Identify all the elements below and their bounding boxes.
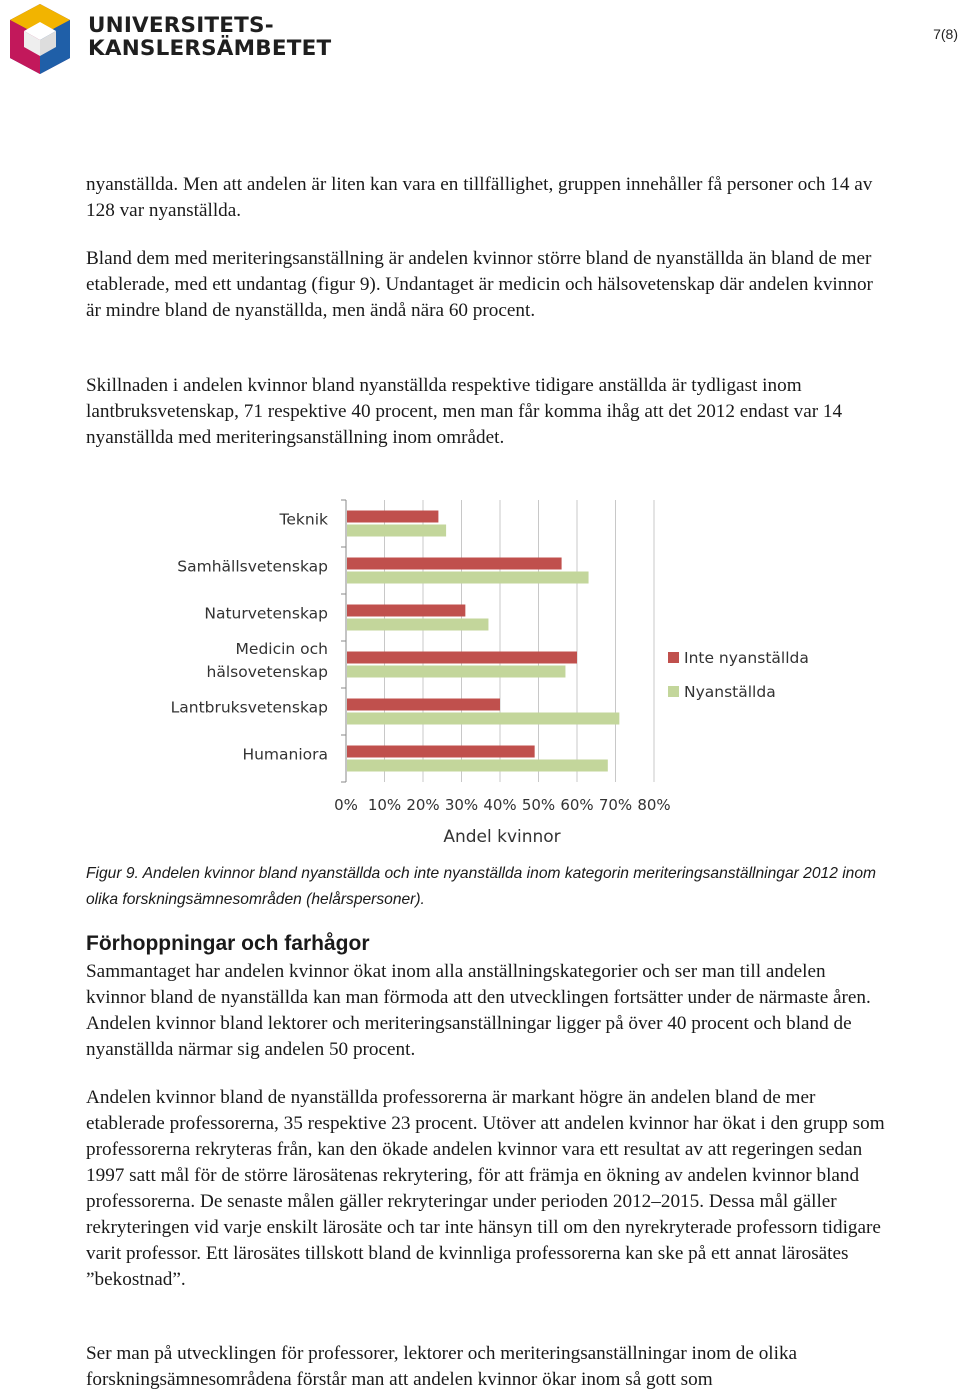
bar [347,619,488,631]
paragraph-1: nyanställda. Men att andelen är liten kan vara en tillfällighet, gruppen innehåller få personer och 14 av 128 var nyanställda. [86,174,873,221]
bar [347,511,438,523]
paragraph-6: Ser man på utvecklingen för professorer, lektorer och meriteringsanställningar inom de olika forskningsämnesområdena förstår man att andelen kvinnor ökar inom så gott som [86,1343,798,1390]
paragraph-3: Skillnaden i andelen kvinnor bland nyanställda respektive tidigare anställda är tydligast inom lantbruksvetenskap, 71 respektive 40 procent, men man får komma ihåg att det 2012 endast var 14 nyanställda med meriteringsanställning inom området. [86,375,843,448]
legend-swatch [668,652,679,663]
y-category-label: Teknik [279,510,328,529]
x-tick-label: 0% [334,796,358,814]
page-header [0,0,960,90]
uka-logo-icon [6,2,74,76]
bar [347,525,446,537]
figure-caption-text: Andelen kvinnor bland nyanställda och inte nyanställda inom kategorin meriteringsanställningar 2012 inom olika forskningsämnesområden (helårspersoner). [86,865,876,908]
x-tick-label: 80% [637,796,671,814]
legend-label: Nyanställda [684,683,776,701]
y-category-label: Naturvetenskap [204,604,328,623]
logo-line-2: KANSLERSÄMBETET [88,36,332,61]
x-tick-label: 50% [521,796,556,814]
bar [347,746,535,758]
bar [347,713,619,725]
figure-9-chart [160,492,840,854]
figure-caption-label: Figur 9. [86,865,139,882]
x-tick-label: 70% [598,796,633,814]
legend-label: Inte nyanställda [684,649,809,667]
y-category-label: Samhällsvetenskap [177,557,328,576]
page-number: 7(8) [933,26,958,42]
y-category-label: hälsovetenskap [206,663,328,681]
x-tick-label: 60% [560,796,594,814]
bar [347,666,565,678]
logo-wordmark [88,14,331,60]
paragraph-2: Bland dem med meriteringsanställning är andelen kvinnor större bland de nyanställda än bland de mer etablerade, med ett undantag (figur 9). Undantaget är medicin och hälsovetenskap där andelen kvinnor är mindre bland de nyanställda, men ändå nära 60 procent. [86,248,873,321]
x-tick-label: 10% [367,796,402,814]
figure-caption [86,861,906,913]
bar [347,652,577,664]
x-tick-label: 20% [406,796,440,814]
section-heading: Förhoppningar och farhågor [86,932,370,955]
y-category-label: Lantbruksvetenskap [170,698,328,717]
x-tick-label: 40% [483,796,517,814]
x-axis-label: Andel kvinnor [443,827,561,847]
x-tick-label: 30% [444,796,479,814]
bar [347,558,562,570]
bar [347,572,589,584]
bar [347,760,608,772]
legend-swatch [668,686,679,697]
y-category-label: Medicin och [235,640,328,658]
logo-line-1: UNIVERSITETS- [88,13,274,38]
y-category-label: Humaniora [242,745,328,764]
bar [347,699,500,711]
bar [347,605,465,617]
paragraph-5: Andelen kvinnor bland de nyanställda professorerna är markant högre än andelen bland de mer etablerade professorerna, 35 respektive 23 procent. Utöver att andelen kvinnor har ökat i den grupp som professorerna rekryteras från, kan den ökade andelen kvinnor vara ett resultat av att regeringen sedan 1997 satt mål för de större lärosätenas rekrytering, för att främja en ökning av andelen kvinnor bland professorerna. De senaste målen gäller rekryteringar under perioden 2012–2015. Dessa mål gäller rekryteringen vid varje enskilt lärosäte och tar inte hänsyn till om den nyrekryterade professorn tidigare varit professor. Ett lärosätes tillskott bland de kvinnliga professorerna kan ske på ett annat lärosätes ”bekostnad”. [86,1087,885,1290]
paragraph-4: Sammantaget har andelen kvinnor ökat inom alla anställningskategorier och ser man till andelen kvinnor bland de nyanställda kan man förmoda att den utvecklingen fortsätter under de närmaste åren. Andelen kvinnor bland lektorer och meriteringsanställningar ligger på över 40 procent och bland de nyanställda närmar sig andelen 50 procent. [86,961,871,1060]
